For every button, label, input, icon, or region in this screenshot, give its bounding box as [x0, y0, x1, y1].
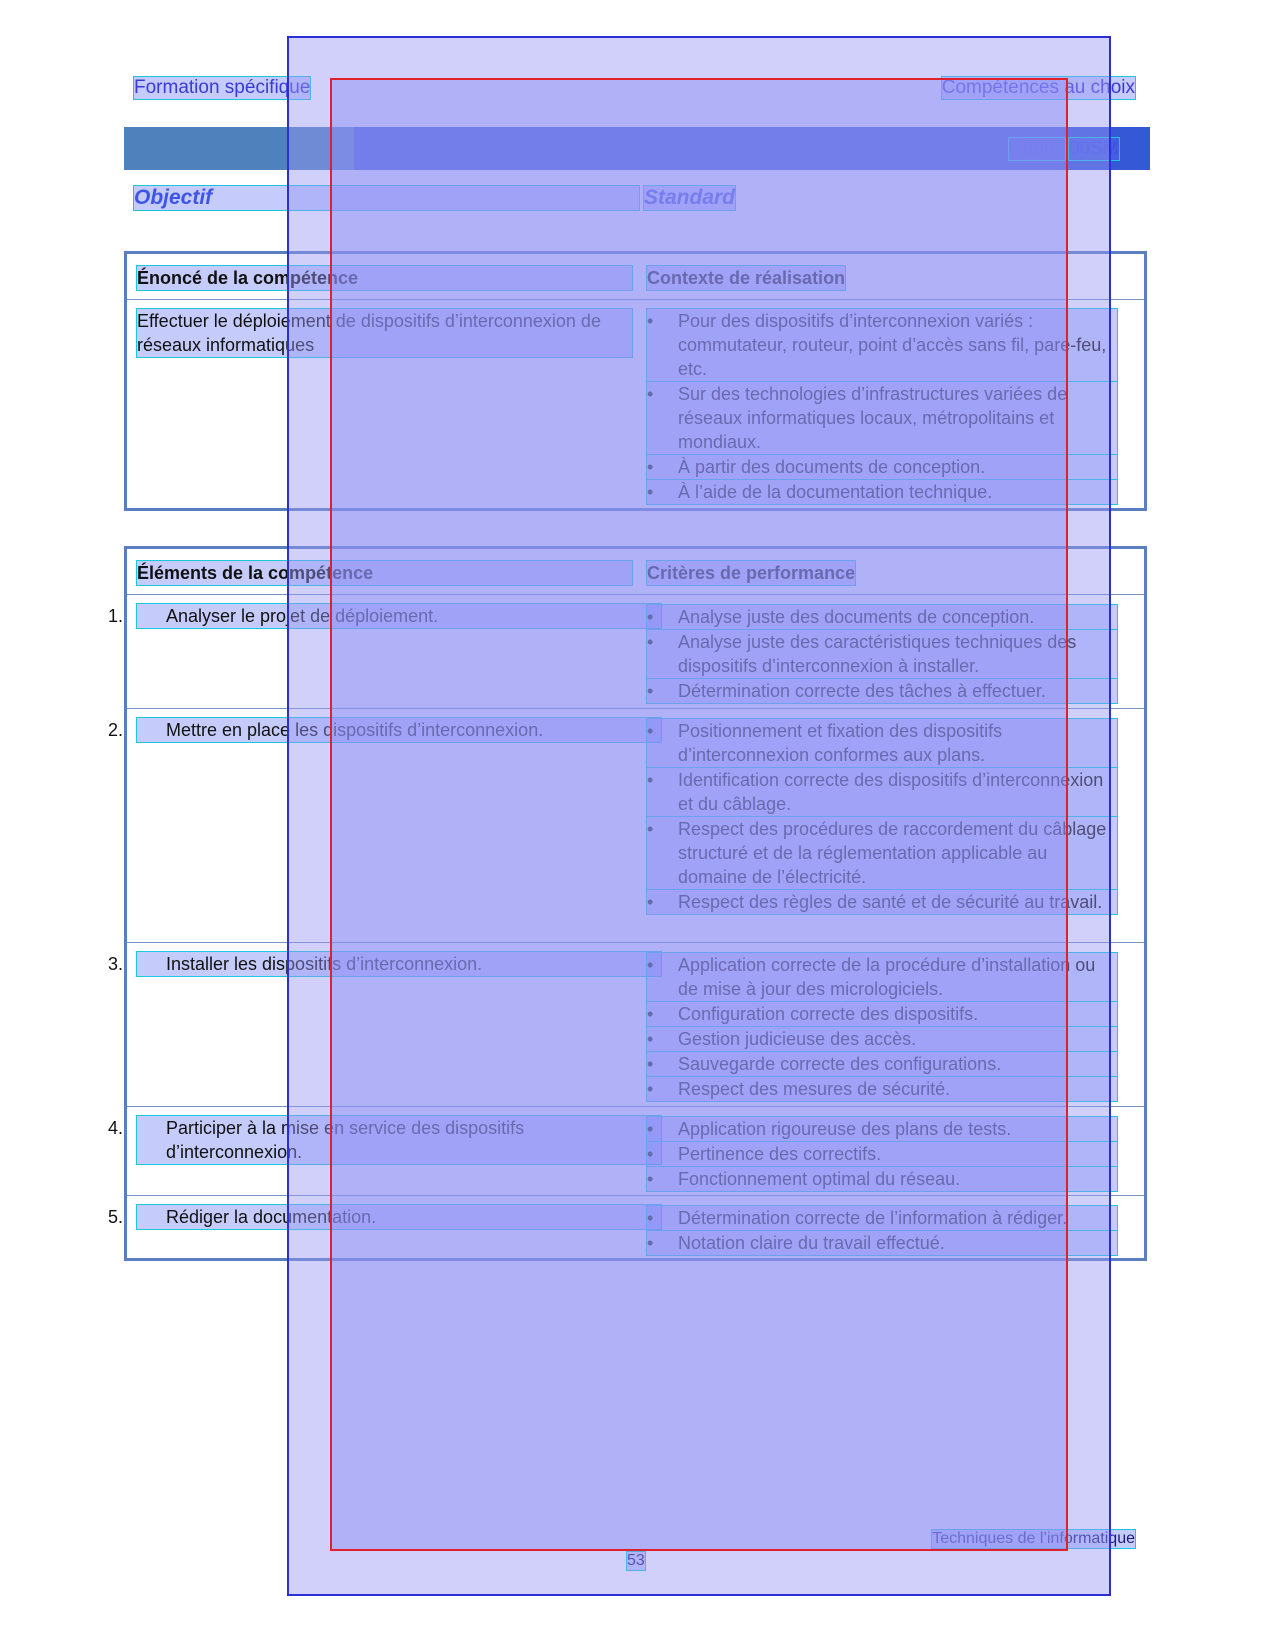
- contexte-item: • À partir des documents de conception.: [647, 455, 1117, 479]
- contexte-item: • À l’aide de la documentation technique.: [647, 480, 1117, 504]
- element-label: Rédiger la documentation.: [166, 1207, 377, 1227]
- footer-program: Techniques de l’informatique: [932, 1530, 1135, 1547]
- element-label: Participer à la mise en service des dispositifs d’interconnexion.: [166, 1118, 525, 1162]
- element-label: Analyser le projet de déploiement.: [166, 606, 439, 626]
- critere-item: • Application correcte de la procédure d’installation ou de mise à jour des micrologiciels.: [647, 953, 1117, 1001]
- critere-item: • Identification correcte des dispositifs d’interconnexion et du câblage.: [647, 768, 1117, 816]
- heading-objectif: Objectif: [134, 186, 639, 210]
- header-section: Compétences au choix: [941, 77, 1135, 98]
- page-number: 53: [627, 1552, 645, 1569]
- element-number: 5.: [108, 1207, 124, 1227]
- enonce-col-header: Énoncé de la compétence: [137, 266, 632, 290]
- elements-col-header: Éléments de la compétence: [137, 561, 632, 585]
- code-label: Code :: [1009, 138, 1065, 159]
- criteres-col-header: Critères de performance: [647, 563, 856, 583]
- critere-item: • Respect des procédures de raccordement du câblage structuré et de la réglementation applicable au domaine de l’électricité.: [647, 817, 1117, 889]
- contexte-item: • Pour des dispositifs d’interconnexion variés : commutateur, routeur, point d’accès sans fil, pare-feu, etc.: [647, 309, 1117, 381]
- critere-item: • Respect des règles de santé et de sécurité au travail.: [647, 890, 1117, 914]
- contexte-col-header: Contexte de réalisation: [647, 268, 846, 288]
- critere-item: • Sauvegarde correcte des configurations.: [647, 1052, 1117, 1076]
- code-value: 00SM: [1069, 138, 1119, 159]
- critere-item: • Analyse juste des caractéristiques techniques des dispositifs d’interconnexion à installer.: [647, 630, 1117, 678]
- contexte-item: • Sur des technologies d’infrastructures variées de réseaux informatiques locaux, métropolitains et mondiaux.: [647, 382, 1117, 454]
- critere-item: • Gestion judicieuse des accès.: [647, 1027, 1117, 1051]
- critere-item: • Notation claire du travail effectué.: [647, 1231, 1117, 1255]
- critere-item: • Analyse juste des documents de conception.: [647, 605, 1117, 629]
- critere-item: • Détermination correcte des tâches à effectuer.: [647, 679, 1117, 703]
- element-number: 1.: [108, 606, 124, 626]
- critere-item: • Respect des mesures de sécurité.: [647, 1077, 1117, 1101]
- critere-item: • Détermination correcte de l’information à rédiger.: [647, 1206, 1117, 1230]
- header-program-type: Formation spécifique: [134, 77, 311, 98]
- critere-item: • Application rigoureuse des plans de tests.: [647, 1117, 1117, 1141]
- enonce-text: Effectuer le déploiement de dispositifs d’interconnexion de réseaux informatiques: [137, 309, 632, 357]
- critere-item: • Pertinence des correctifs.: [647, 1142, 1117, 1166]
- annotation-box-inner: [330, 78, 1068, 1551]
- critere-item: • Configuration correcte des dispositifs.: [647, 1002, 1117, 1026]
- element-label: Installer les dispositifs d’interconnexion.: [166, 954, 483, 974]
- critere-item: • Positionnement et fixation des dispositifs d’interconnexion conformes aux plans.: [647, 719, 1117, 767]
- element-label: Mettre en place les dispositifs d’interconnexion.: [166, 720, 544, 740]
- heading-standard: Standard: [644, 186, 736, 209]
- element-number: 2.: [108, 720, 124, 740]
- element-number: 3.: [108, 954, 124, 974]
- critere-item: • Fonctionnement optimal du réseau.: [647, 1167, 1117, 1191]
- element-number: 4.: [108, 1118, 124, 1138]
